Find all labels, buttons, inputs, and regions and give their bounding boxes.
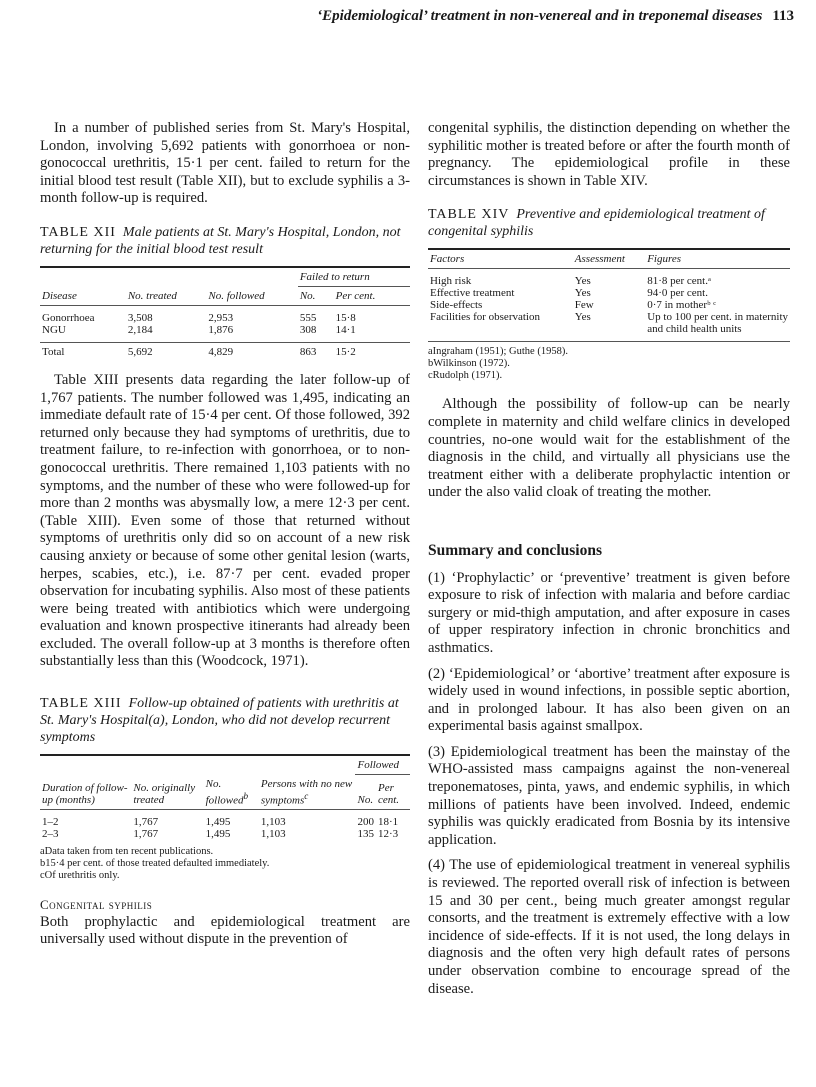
cell: 94·0 per cent. — [647, 287, 708, 300]
footnote-mark: c — [304, 790, 309, 801]
cell: 1,495 — [205, 816, 231, 829]
footnote: aData taken from ten recent publications. — [40, 846, 214, 858]
cell: 2,953 — [208, 311, 234, 324]
left-column — [40, 120, 410, 949]
col-header: No. originally treated — [131, 775, 203, 810]
table-row — [40, 816, 410, 828]
cell: 1,767 — [133, 816, 159, 829]
table-row — [428, 299, 790, 311]
cell: Up to 100 per cent. in maternity and child health units — [647, 311, 789, 336]
paragraph: Both prophylactic and epidemiological treatment are universally used without dispute in the prevention of — [40, 913, 410, 948]
cell: 863 — [298, 342, 334, 358]
cell: Total — [40, 342, 126, 358]
footnote: b15·4 per cent. of those treated defaulted immediately. — [40, 858, 270, 870]
footnote: cRudolph (1971). — [428, 370, 503, 382]
group-header: Followed — [355, 755, 410, 775]
cell: 14·1 — [335, 323, 356, 336]
table-row — [40, 828, 410, 840]
col-header: Duration of follow-up (months) — [40, 775, 131, 810]
table-row — [40, 312, 410, 324]
table-xii-caption — [40, 224, 410, 258]
col-header: No. treated — [126, 286, 207, 305]
paragraph: congenital syphilis, the distinction depending on whether the syphilitic mother is treated before or after the fourth month of pregnancy. The epidemiological profile in these circumstances is shown in Table XIV. — [428, 120, 790, 189]
col-header: Assessment — [573, 249, 645, 269]
col-header: Per cent. — [376, 775, 410, 810]
cell: Effective treatment — [430, 287, 515, 300]
group-header: Failed to return — [298, 267, 410, 287]
col-header: No. — [298, 286, 334, 305]
table-title: Male patients at St. Mary's Hospital, London, not returning for the initial blood test result — [40, 224, 401, 257]
cell: 555 — [299, 311, 317, 324]
cell: 3,508 — [127, 311, 153, 324]
cell: Gonorrhoea — [42, 311, 95, 324]
col-header: Factors — [428, 249, 573, 269]
table-xiv-caption — [428, 206, 790, 240]
cell: Yes — [574, 287, 591, 300]
table-row — [428, 275, 790, 287]
cell: 1,495 — [205, 828, 231, 841]
table-xii — [40, 266, 410, 358]
cell: 200 — [357, 816, 374, 829]
cell: 15·2 — [334, 342, 410, 358]
cell: 2–3 — [42, 828, 59, 841]
summary-item: (4) The use of epidemiological treatment in venereal syphilis is reviewed. The reported overall risk of infection is between 15 and 30 per cent., being much greater amongst regular consorts, and the treatment is extremely effective with a low incidence of side-effects. If it is not used, the long delays in diagnosis and the often very high default rates of persons under observation combine to encourage spread of the disease. — [428, 857, 790, 997]
table-title: Follow-up obtained of patients with urethritis at St. Mary's Hospital(a), London, who did not develop recurrent symptoms — [40, 696, 399, 746]
cell: 1,103 — [260, 828, 286, 841]
cell: 18·1 — [377, 816, 399, 829]
paragraph: Although the possibility of follow-up can be nearly complete in maternity and child welfare clinics in developed countries, no-one would wait for the establishment of the diagnosis in the child, and virtually all physicians use the treatment either with a deliberate prophylactic intention or under the also valid cloak of treating the mother. — [428, 396, 790, 501]
table-title: Preventive and epidemiological treatment of congenital syphilis — [428, 207, 765, 240]
table-xiv — [428, 248, 790, 335]
page-number: 113 — [772, 8, 794, 24]
cell: Side-effects — [430, 299, 483, 312]
cell: 135 — [357, 828, 374, 841]
section-heading: Congenital syphilis — [40, 897, 153, 913]
table-label: TABLE XIII — [40, 696, 122, 712]
cell: 81·8 per cent.ᵃ — [647, 275, 711, 288]
cell: NGU — [42, 323, 66, 336]
header-text: Persons with no new symptoms — [260, 777, 353, 807]
table-xiii — [40, 754, 410, 840]
footnote: bWilkinson (1972). — [428, 358, 510, 370]
table-row — [40, 324, 410, 336]
right-column — [428, 120, 790, 998]
table-label: TABLE XIV — [428, 207, 510, 223]
cell: 12·3 — [377, 828, 399, 841]
summary-item: (2) ‘Epidemiological’ or ‘abortive’ treatment after exposure is widely used in wound infections, in possible septic abortion, and in prolonged labour. It has also been given on an experimental basis against smallpox. — [428, 665, 790, 735]
summary-item: (3) Epidemiological treatment has been the mainstay of the WHO-assisted mass campaigns against the non-venereal treponematoses, pinta, yaws, and endemic syphilis, in which millions of patients have been involved. Indeed, endemic syphilis was quickly eradicated from Bosnia by its intensive application. — [428, 743, 790, 848]
cell: 5,692 — [126, 342, 207, 358]
table-total-row — [40, 342, 410, 358]
cell: Few — [574, 299, 594, 312]
cell: 1–2 — [42, 816, 59, 829]
cell: 2,184 — [127, 323, 153, 336]
cell: 0·7 in motherᵇ ᶜ — [647, 299, 717, 312]
table-label: TABLE XII — [40, 224, 116, 240]
cell: 4,829 — [206, 342, 297, 358]
running-header — [317, 8, 794, 25]
col-header — [204, 775, 259, 810]
cell: 1,103 — [260, 816, 286, 829]
col-header: No. followed — [206, 286, 297, 305]
col-header: Disease — [40, 286, 126, 305]
summary-item: (1) ‘Prophylactic’ or ‘preventive’ treatment is given before exposure to risk of infection with malaria and before cardiac surgery or mid-thigh amputation, and after exposure in cases of upper respiratory infection in chronic bronchitics and asthmatics. — [428, 569, 790, 656]
table-xiii-footnotes — [40, 846, 410, 882]
col-header: Per cent. — [334, 286, 410, 305]
footnote-mark: b — [243, 790, 249, 801]
cell: 308 — [299, 323, 317, 336]
table-row — [428, 311, 790, 335]
paragraph: Table XIII presents data regarding the later follow-up of 1,767 patients. The number followed was 1,495, indicating an immediate default rate of 15·4 per cent. Of those followed, 392 returned only because they had symptoms of urethritis, due to treatment failure, to re-infection with gonorrhoea, or to non-gonococcal urethritis. There remained 1,103 patients with no symptoms, and the number of these who were followed-up for more than 2 months was abysmally low, a mere 12·3 per cent. (Table XIII). Even some of those that returned without symptoms of urethritis only did so on account of a new risk causing anxiety or because of some other genital lesion (warts, herpes, scabies, etc.), i.e. 87·7 per cent. evaded proper observation for incubating syphilis. Also most of these patients were being treated with antibiotics which were undergoing evaluation and known prospective itinerants had already been excluded. The overall follow-up at 3 months is therefore often substantially less than this (Woodcock, 1971). — [40, 371, 410, 670]
cell: 1,876 — [208, 323, 234, 336]
header-text: No. followed — [205, 777, 244, 807]
header-title: ‘Epidemiological’ treatment in non-venereal and in treponemal diseases — [317, 8, 763, 24]
table-xiii-caption — [40, 695, 410, 746]
cell: Yes — [574, 311, 591, 324]
table-row — [428, 287, 790, 299]
footnote: cOf urethritis only. — [40, 870, 120, 882]
col-header: Figures — [645, 249, 790, 269]
cell: Facilities for observation — [430, 311, 540, 324]
section-heading: Summary and conclusions — [428, 541, 602, 559]
table-xiv-footnotes — [428, 341, 790, 382]
col-header: No. — [355, 775, 376, 810]
cell: Yes — [574, 275, 591, 288]
cell: High risk — [430, 275, 472, 288]
cell: 1,767 — [133, 828, 159, 841]
footnote: aIngraham (1951); Guthe (1958). — [428, 346, 568, 358]
paragraph: In a number of published series from St. Mary's Hospital, London, involving 5,692 patients with gonorrhoea or non-gonococcal urethritis, 15·1 per cent. failed to return for the initial blood test result (Table XII), but to exclude syphilis a 3-month follow-up is required. — [40, 120, 410, 207]
col-header — [259, 775, 356, 810]
cell: 15·8 — [335, 311, 356, 324]
